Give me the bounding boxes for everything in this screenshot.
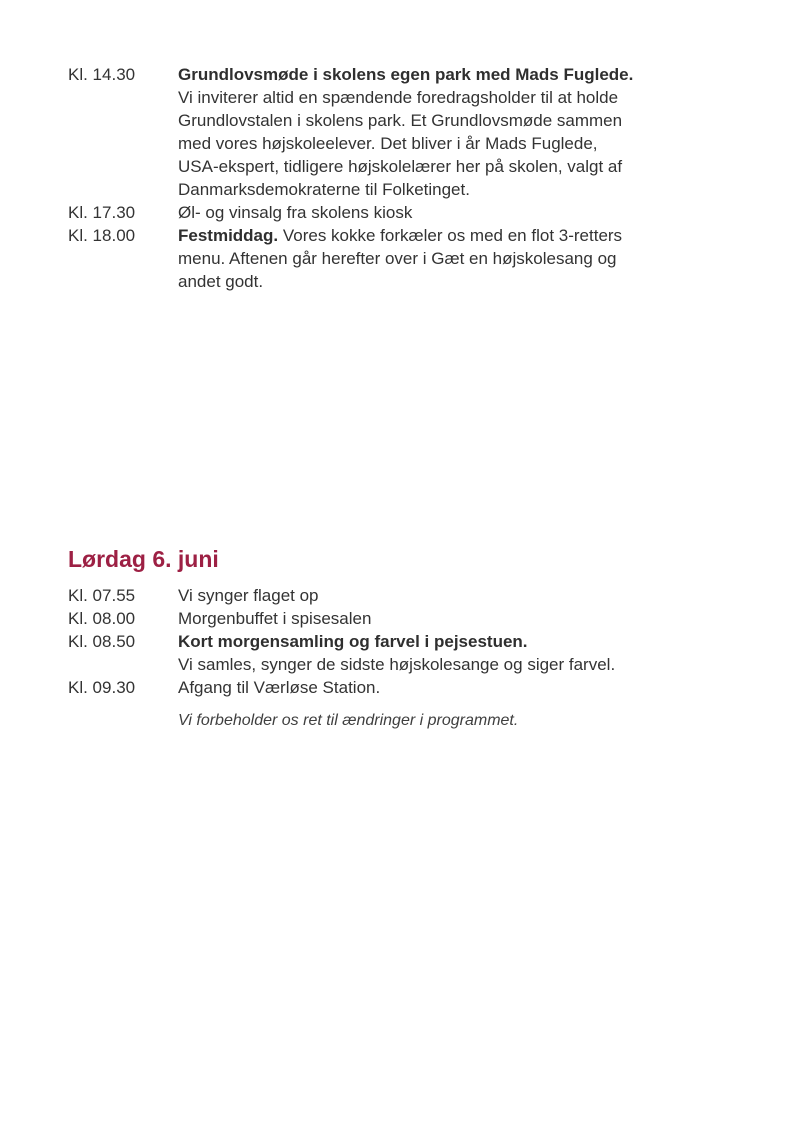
- entry-text-line: Vi samles, synger de sidste højskolesange og siger farvel.: [178, 655, 616, 674]
- entry-text-line: menu. Aftenen går herefter over i Gæt en højskolesang og: [178, 249, 617, 268]
- schedule-entry: [68, 584, 730, 607]
- entry-text-line: Vi inviterer altid en spændende foredragsholder til at holde: [178, 88, 619, 107]
- day-section-1: [68, 63, 730, 293]
- day-section-2: [68, 545, 730, 732]
- schedule-entry: [68, 224, 730, 293]
- program-change-disclaimer: Vi forbeholder os ret til ændringer i programmet.: [178, 712, 519, 729]
- entry-title: Grundlovsmøde i skolens egen park med Mads Fuglede.: [178, 65, 634, 84]
- entry-description: [178, 201, 706, 224]
- entry-description: [178, 630, 706, 676]
- entry-description: [178, 224, 706, 293]
- entry-title: Festmiddag.: [178, 226, 279, 245]
- entry-text-line: USA-ekspert, tidligere højskolelærer her på skolen, valgt af: [178, 157, 623, 176]
- entry-text: Vores kokke forkæler os med en flot 3-retters: [282, 226, 623, 245]
- entry-description: [178, 607, 706, 630]
- entry-description: [178, 676, 706, 699]
- entry-text-line: andet godt.: [178, 272, 264, 291]
- entry-description: [178, 63, 706, 201]
- schedule-entry: [68, 201, 730, 224]
- entry-time: Kl. 07.55: [68, 586, 136, 605]
- entry-time: Kl. 08.00: [68, 609, 136, 628]
- entry-text-line: med vores højskoleelever. Det bliver i år Mads Fuglede,: [178, 134, 598, 153]
- entry-time: Kl. 14.30: [68, 65, 136, 84]
- entry-text-line: Vi synger flaget op: [178, 586, 319, 605]
- footnote-row: [68, 709, 730, 732]
- entry-time: Kl. 08.50: [68, 632, 136, 651]
- entry-text-line: Grundlovstalen i skolens park. Et Grundlovsmøde sammen: [178, 111, 623, 130]
- entry-text-line: Danmarksdemokraterne til Folketinget.: [178, 180, 470, 199]
- entry-text-line: Øl- og vinsalg fra skolens kiosk: [178, 203, 413, 222]
- entry-time: Kl. 17.30: [68, 203, 136, 222]
- footnote-cell: [178, 709, 706, 732]
- entry-time: Kl. 18.00: [68, 226, 136, 245]
- schedule-entry: [68, 676, 730, 699]
- entry-text-line: [178, 224, 706, 247]
- day-heading: Lørdag 6. juni: [68, 546, 219, 572]
- entry-time: Kl. 09.30: [68, 678, 136, 697]
- schedule-entry: [68, 630, 730, 676]
- entry-title: Kort morgensamling og farvel i pejsestuen.: [178, 632, 528, 651]
- entry-text-line: Afgang til Værløse Station.: [178, 678, 381, 697]
- schedule-entry: [68, 63, 730, 201]
- entry-text-line: Morgenbuffet i spisesalen: [178, 609, 372, 628]
- entry-description: [178, 584, 706, 607]
- schedule-entry: [68, 607, 730, 630]
